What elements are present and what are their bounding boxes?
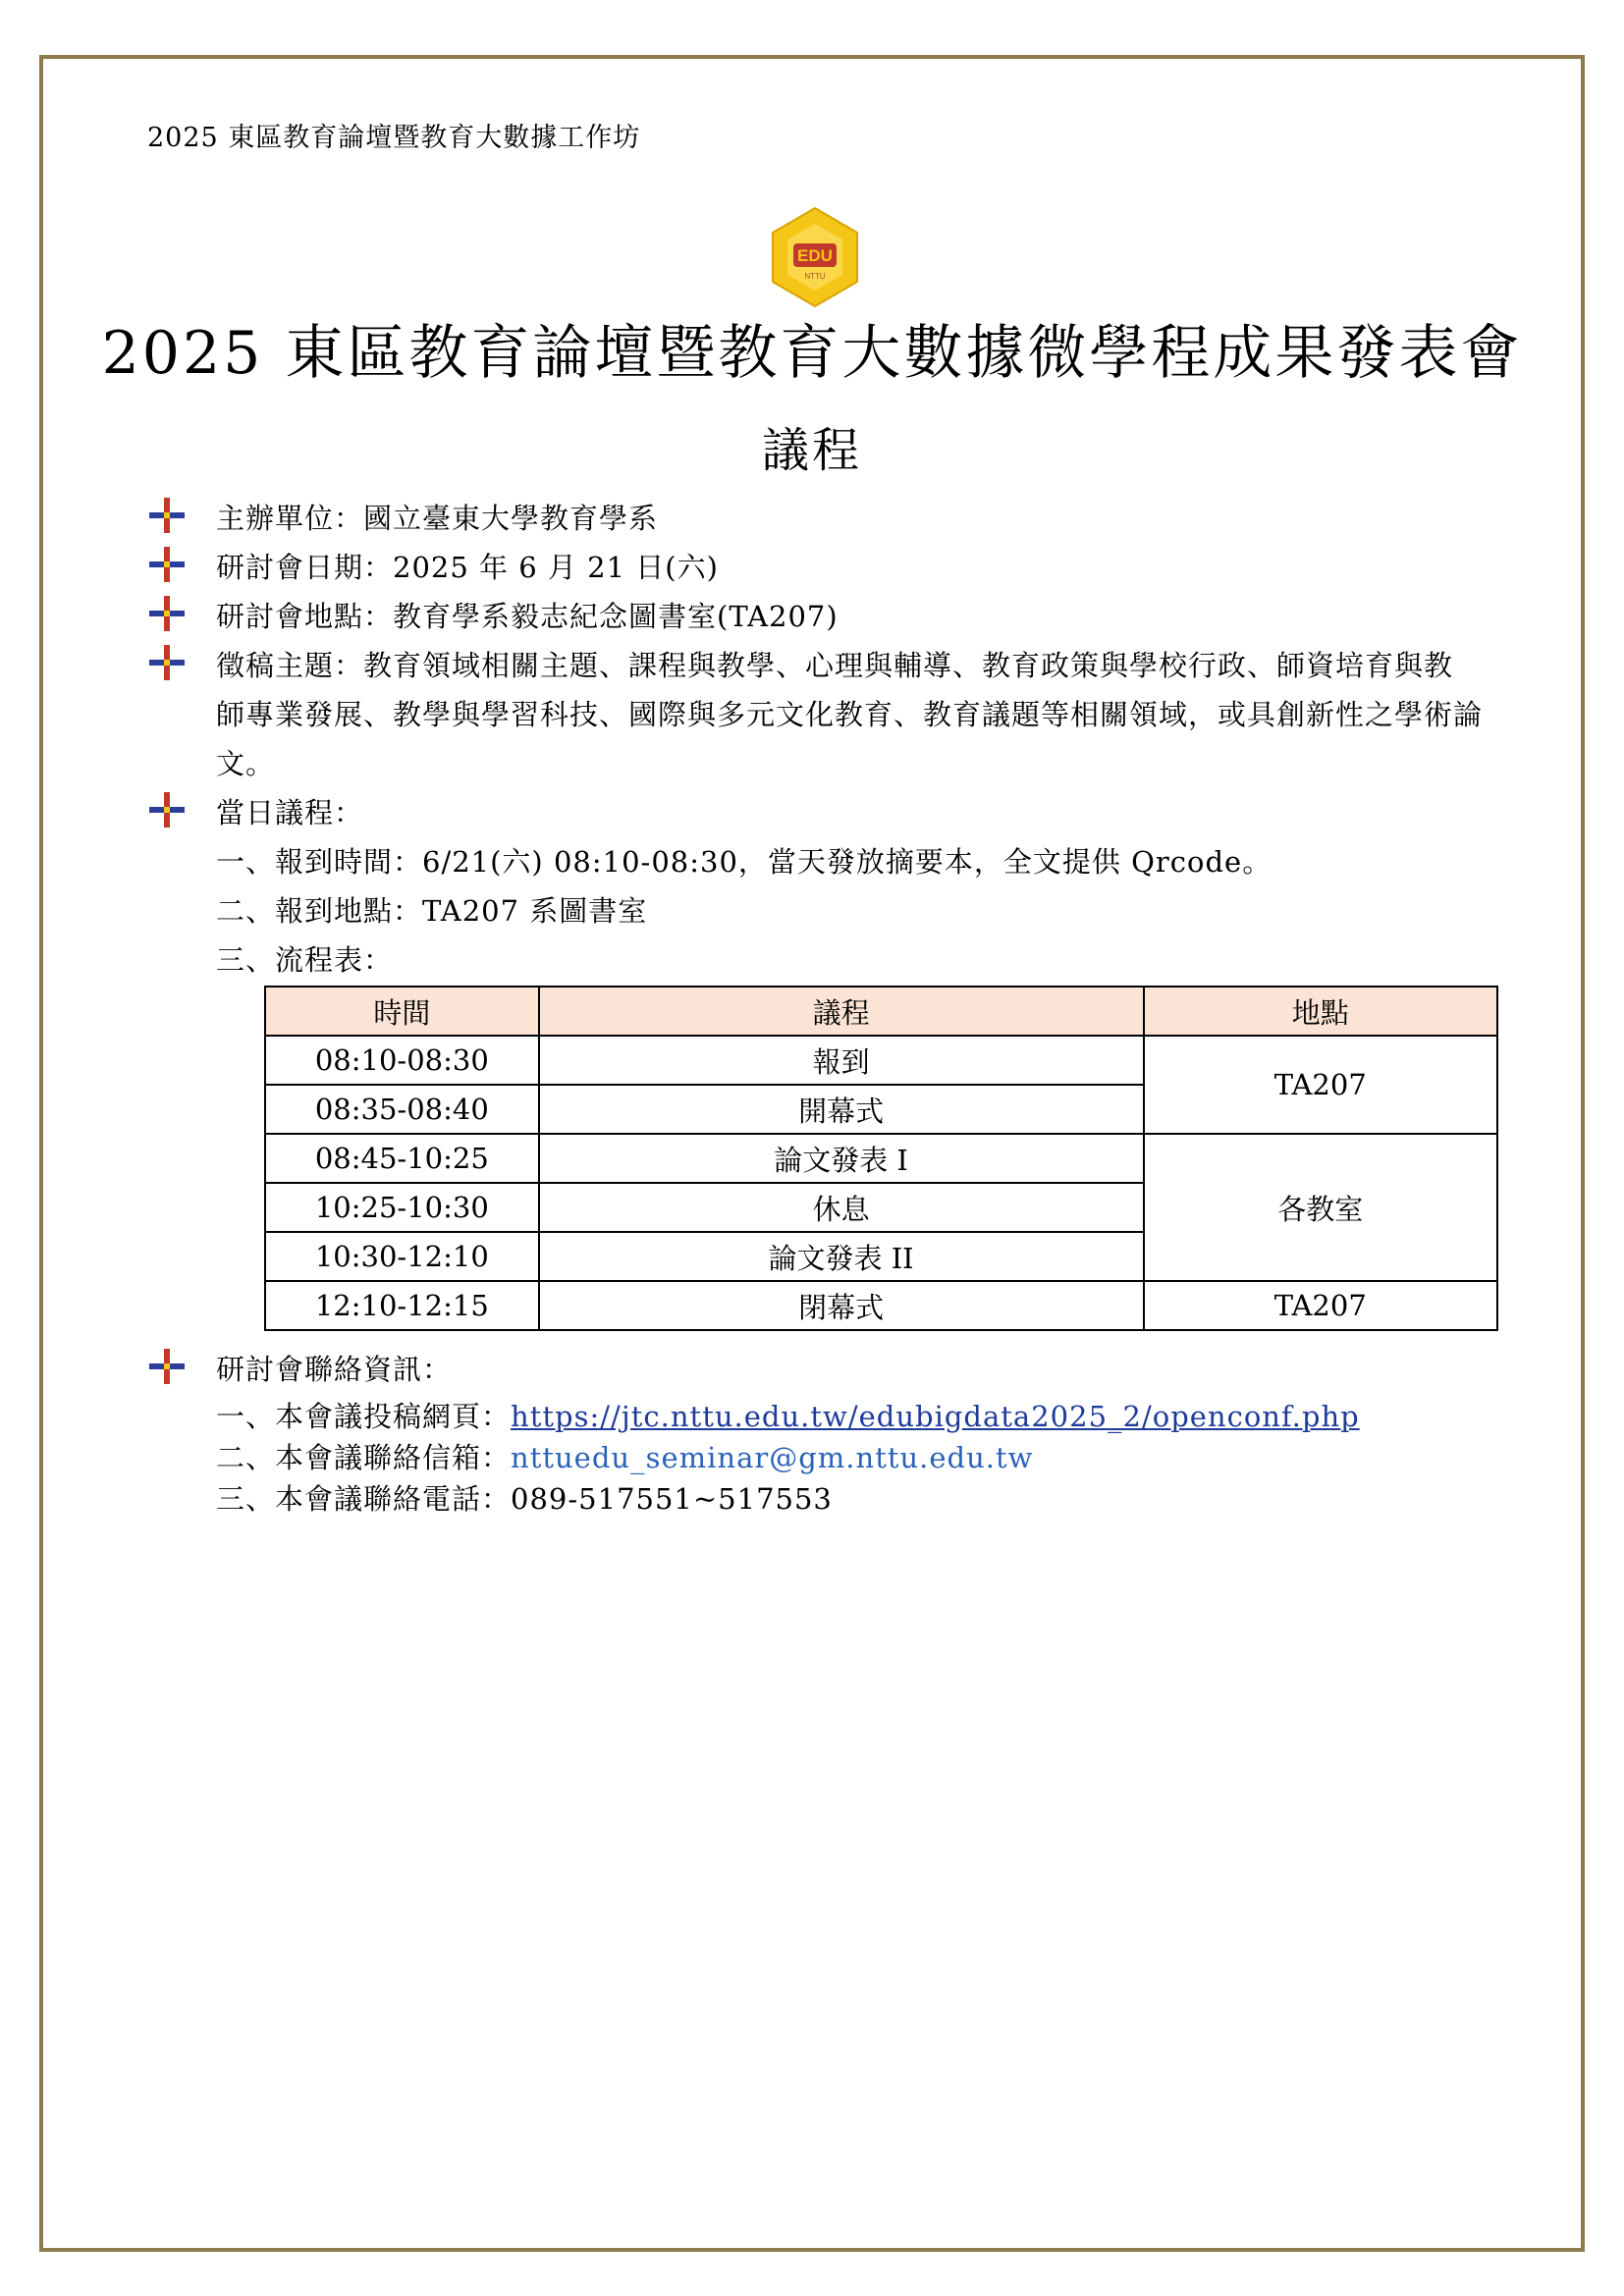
svg-text:NTTU: NTTU — [804, 272, 826, 281]
table-header-row — [265, 987, 1497, 1036]
info-item-date: 研討會日期：2025 年 6 月 21 日(六) — [147, 543, 719, 592]
agenda-schedule-label: 三、流程表： — [216, 943, 394, 977]
table-row — [265, 1134, 1497, 1183]
cell-session: 論文發表 I — [539, 1134, 1144, 1183]
bullet-icon — [147, 790, 187, 829]
bullet-icon — [147, 545, 187, 584]
contact-website: 一、本會議投稿網頁：https://jtc.nttu.edu.tw/edubigdata2025_2/openconf.php — [216, 1400, 1360, 1433]
cell-session: 閉幕式 — [539, 1281, 1144, 1330]
info-item-venue: 研討會地點：教育學系毅志紀念圖書室(TA207) — [147, 592, 839, 641]
cell-place: TA207 — [1144, 1036, 1498, 1134]
page-title: 2025 東區教育論壇暨教育大數據微學程成果發表會 — [101, 319, 1523, 388]
page-header: 2025 東區教育論壇暨教育大數據工作坊 — [147, 123, 641, 153]
contact-email: 二、本會議聯絡信箱：nttuedu_seminar@gm.nttu.edu.tw — [216, 1441, 1034, 1474]
info-item-topics: 徵稿主題：教育領域相關主題、課程與教學、心理與輔導、教育政策與學校行政、師資培育與教師專業發展、教學與學習科技、國際與多元文化教育、教育議題等相關領域，或具創新性之學術論文。 — [147, 641, 1483, 788]
website-link[interactable]: https://jtc.nttu.edu.tw/edubigdata2025_2/openconf.php — [511, 1400, 1360, 1433]
contact-phone: 三、本會議聯絡電話：089-517551~517553 — [216, 1482, 833, 1516]
cell-place: TA207 — [1144, 1281, 1498, 1330]
cell-time: 10:30-12:10 — [265, 1232, 539, 1281]
cell-time: 12:10-12:15 — [265, 1281, 539, 1330]
cell-session: 開幕式 — [539, 1085, 1144, 1134]
bullet-icon — [147, 643, 187, 682]
cell-time: 08:45-10:25 — [265, 1134, 539, 1183]
agenda-checkin-place: 二、報到地點：TA207 系圖書室 — [216, 894, 648, 928]
header-session: 議程 — [539, 987, 1144, 1036]
bullet-icon — [147, 1347, 187, 1386]
table-row — [265, 1036, 1497, 1085]
page-subtitle: 議程 — [761, 423, 862, 478]
cell-time: 10:25-10:30 — [265, 1183, 539, 1232]
contact-heading: 研討會聯絡資訊： — [147, 1345, 452, 1394]
email-link[interactable]: nttuedu_seminar@gm.nttu.edu.tw — [511, 1441, 1034, 1474]
cell-session: 休息 — [539, 1183, 1144, 1232]
cell-session: 報到 — [539, 1036, 1144, 1085]
cell-time: 08:35-08:40 — [265, 1085, 539, 1134]
info-item-organizer: 主辦單位：國立臺東大學教育學系 — [147, 494, 658, 543]
table-row — [265, 1281, 1497, 1330]
svg-text:EDU: EDU — [797, 246, 833, 265]
bullet-icon — [147, 594, 187, 633]
header-place: 地點 — [1144, 987, 1498, 1036]
bullet-icon — [147, 496, 187, 535]
agenda-heading: 當日議程： — [147, 788, 363, 837]
schedule-table — [264, 986, 1498, 1331]
cell-time: 08:10-08:30 — [265, 1036, 539, 1085]
agenda-checkin-time: 一、報到時間：6/21(六) 08:10-08:30，當天發放摘要本，全文提供 Qrcode。 — [216, 845, 1272, 879]
edu-logo-icon — [764, 206, 866, 308]
cell-session: 論文發表 II — [539, 1232, 1144, 1281]
header-time: 時間 — [265, 987, 539, 1036]
cell-place: 各教室 — [1144, 1134, 1498, 1281]
